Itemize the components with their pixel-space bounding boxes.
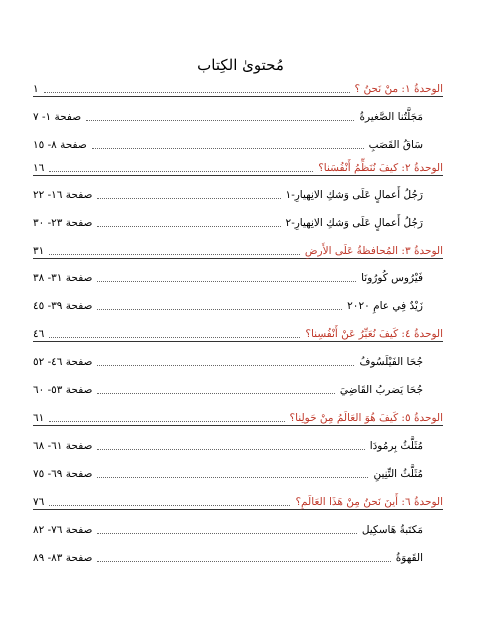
lesson-title: سَاقُ القَصَبِ <box>368 139 423 151</box>
dot-leader <box>49 504 290 506</box>
dot-leader <box>97 532 356 534</box>
unit-title: الوحدةُ ٥: كَيفَ هُوَ العَالَمُ مِنْ حَولِنا؟ <box>289 412 443 424</box>
unit-title: الوحدةُ ١: منْ نَحنُ ؟ <box>354 83 443 95</box>
page-title: مُحتوىٰ الكِتاب <box>197 56 284 74</box>
unit-title: الوحدةُ ٢: كيفَ نُنَظِّمُ أَنْفُسَنا؟ <box>318 162 443 174</box>
dot-leader <box>97 308 342 310</box>
page-reference: صفحة ٥٣- ٦٠ <box>33 384 93 396</box>
dot-leader <box>97 448 364 450</box>
lesson-title: مَكتَبةُ هَاسكِيل <box>361 524 423 536</box>
toc-lesson-row <box>33 463 443 481</box>
dot-leader <box>97 280 356 282</box>
page-reference: ٦١ <box>33 412 45 424</box>
page-reference: صفحة ٤٦- ٥٢ <box>33 356 93 368</box>
toc-unit-row <box>33 407 443 426</box>
page-reference: صفحة ٦٩- ٧٥ <box>33 468 93 480</box>
toc-lesson-row <box>33 184 443 202</box>
page-reference: صفحة ٧٦- ٨٢ <box>33 524 93 536</box>
dot-leader <box>86 119 354 121</box>
toc-unit-row <box>33 323 443 342</box>
page-reference: صفحة ٨٣- ٨٩ <box>33 552 93 564</box>
lesson-title: فَيْرُوس كُورُونَا <box>361 272 423 284</box>
unit-title: الوحدةُ ٦: أَينَ نَحنُ مِنْ هَذَا العَالَمِ؟ <box>295 496 443 508</box>
page-reference: صفحة ٦١- ٦٨ <box>33 440 93 452</box>
dot-leader <box>97 392 334 394</box>
page-reference: صفحة ٨- ١٥ <box>33 139 87 151</box>
dot-leader <box>44 91 350 93</box>
dot-leader <box>92 147 364 149</box>
page-reference: ٧٦ <box>33 496 45 508</box>
toc-lesson-row <box>33 212 443 230</box>
page-reference: صفحة ٣١- ٣٨ <box>33 272 93 284</box>
lesson-title: مُثَلَّثُ التِّنِينِ <box>373 468 423 480</box>
page-reference: ٣١ <box>33 245 45 257</box>
page-reference: صفحة ١٦- ٢٢ <box>33 189 93 201</box>
toc-lesson-row <box>33 295 443 313</box>
lesson-title: القَهوَةُ <box>395 552 423 564</box>
toc-lesson-row <box>33 106 443 124</box>
lesson-title: رَجُلُ أَعمالٍ عَلَى وَشكِ الانِهيارِ-٢ <box>285 217 423 229</box>
lesson-title: مَجَلَّتُنا الصَّغيرةُ <box>359 111 423 123</box>
page-reference: ١٦ <box>33 162 45 174</box>
page-reference: صفحة ٣٩- ٤٥ <box>33 300 93 312</box>
toc-lesson-row <box>33 435 443 453</box>
toc-lesson-row <box>33 351 443 369</box>
dot-leader <box>97 225 280 227</box>
dot-leader <box>97 476 368 478</box>
unit-title: الوحدةُ ٤: كَيفَ نُعَبِّرُ عَنْ أَنْفُسِنا؟ <box>305 328 443 340</box>
dot-leader <box>49 253 300 255</box>
page-reference: ١ <box>33 83 39 95</box>
toc-lesson-row <box>33 134 443 152</box>
lesson-title: جُحَا يَضربُ القَاضِيَ <box>339 384 423 396</box>
toc-unit-row <box>33 78 443 97</box>
dot-leader <box>97 560 390 562</box>
dot-leader <box>49 420 284 422</box>
toc-lesson-row <box>33 519 443 537</box>
toc-lesson-row <box>33 547 443 565</box>
toc-unit-row <box>33 240 443 259</box>
toc-unit-row <box>33 157 443 176</box>
toc-lesson-row <box>33 267 443 285</box>
lesson-title: رَجُلُ أَعمالٍ عَلَى وَشكِ الانِهيارِ-١ <box>285 189 423 201</box>
page-reference: صفحة ١- ٧ <box>33 111 82 123</box>
page-reference: ٤٦ <box>33 328 45 340</box>
page-reference: صفحة ٢٣- ٣٠ <box>33 217 93 229</box>
lesson-title: مُثَلَّثُ بِرمُودَا <box>369 440 423 452</box>
unit-title: الوحدةُ ٣: المُحافظةُ عَلَى الأَرضِ <box>304 245 443 257</box>
dot-leader <box>49 336 300 338</box>
dot-leader <box>97 364 354 366</box>
dot-leader <box>97 197 280 199</box>
toc-lesson-row <box>33 379 443 397</box>
lesson-title: جُحَا الفَيْلَسُوفُ <box>359 356 423 368</box>
lesson-title: زَيْدٌ فِي عامِ ٢٠٢٠ <box>347 300 423 312</box>
toc-unit-row <box>33 491 443 510</box>
dot-leader <box>49 170 313 172</box>
